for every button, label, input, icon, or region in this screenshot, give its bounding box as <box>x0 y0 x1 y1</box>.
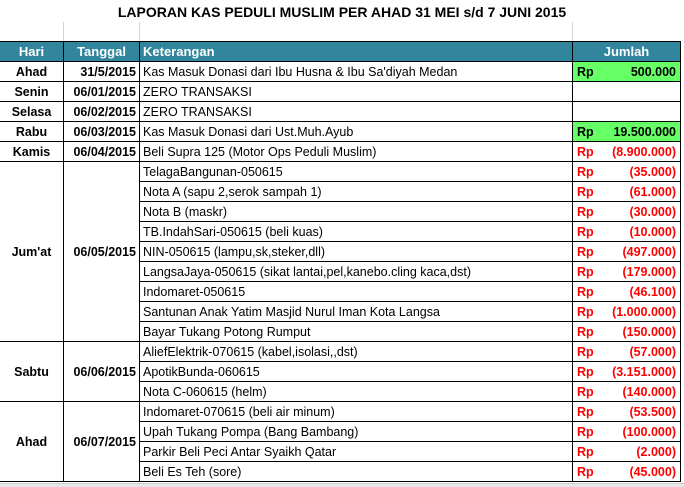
header-jumlah[interactable]: Jumlah <box>573 42 681 62</box>
amount-value: (53.500) <box>629 404 676 419</box>
hari-cell[interactable]: Rabu <box>0 122 64 142</box>
jumlah-cell[interactable] <box>573 122 681 142</box>
jumlah-cell[interactable] <box>573 162 681 182</box>
hari-cell[interactable]: Kamis <box>0 142 64 162</box>
tanggal-cell[interactable]: 06/02/2015 <box>64 102 140 122</box>
tanggal-cell[interactable]: 06/01/2015 <box>64 82 140 102</box>
currency-label: Rp <box>577 424 594 439</box>
tanggal-cell[interactable]: 06/06/2015 <box>64 342 140 402</box>
keterangan-cell[interactable]: Parkir Beli Peci Antar Syaikh Qatar <box>140 442 573 462</box>
keterangan-cell[interactable]: Santunan Anak Yatim Masjid Nurul Iman Kota Langsa <box>140 302 573 322</box>
amount-value: (150.000) <box>622 324 676 339</box>
amount-value: (8.900.000) <box>612 144 676 159</box>
jumlah-cell[interactable] <box>573 322 681 342</box>
table-row <box>0 162 681 182</box>
jumlah-cell[interactable] <box>573 462 681 482</box>
hari-cell[interactable]: Ahad <box>0 402 64 482</box>
jumlah-cell[interactable] <box>573 342 681 362</box>
amount-value: (3.151.000) <box>612 364 676 379</box>
currency-label: Rp <box>577 304 594 319</box>
table-row <box>0 342 681 362</box>
keterangan-cell[interactable]: Nota C-060615 (helm) <box>140 382 573 402</box>
table-row <box>0 82 681 102</box>
jumlah-cell[interactable] <box>573 202 681 222</box>
amount-value: (140.000) <box>622 384 676 399</box>
keterangan-cell[interactable]: TB.IndahSari-050615 (beli kuas) <box>140 222 573 242</box>
amount-value: (46.100) <box>629 284 676 299</box>
amount-value: (497.000) <box>622 244 676 259</box>
tanggal-cell[interactable]: 06/05/2015 <box>64 162 140 342</box>
currency-label: Rp <box>577 464 594 479</box>
keterangan-cell[interactable]: Beli Supra 125 (Motor Ops Peduli Muslim) <box>140 142 573 162</box>
jumlah-cell[interactable] <box>573 102 681 122</box>
currency-label: Rp <box>577 384 594 399</box>
header-hari[interactable]: Hari <box>0 42 64 62</box>
jumlah-cell[interactable] <box>573 422 681 442</box>
currency-label: Rp <box>577 324 594 339</box>
amount-value: (45.000) <box>629 464 676 479</box>
cash-report-table <box>0 41 681 482</box>
keterangan-cell[interactable]: AliefElektrik-070615 (kabel,isolasi,,dst) <box>140 342 573 362</box>
currency-label: Rp <box>577 124 594 139</box>
jumlah-cell[interactable] <box>573 142 681 162</box>
table-row <box>0 402 681 422</box>
keterangan-cell[interactable]: Kas Masuk Donasi dari Ibu Husna & Ibu Sa'diyah Medan <box>140 62 573 82</box>
amount-value: (100.000) <box>622 424 676 439</box>
header-row <box>0 42 681 62</box>
amount-value: (179.000) <box>622 264 676 279</box>
jumlah-cell[interactable] <box>573 242 681 262</box>
horizontal-scrollbar[interactable] <box>0 483 684 487</box>
currency-label: Rp <box>577 244 594 259</box>
table-row <box>0 102 681 122</box>
jumlah-cell[interactable] <box>573 302 681 322</box>
keterangan-cell[interactable]: LangsaJaya-050615 (sikat lantai,pel,kanebo.cling kaca,dst) <box>140 262 573 282</box>
hari-cell[interactable]: Senin <box>0 82 64 102</box>
table-row <box>0 142 681 162</box>
currency-label: Rp <box>577 404 594 419</box>
table-row <box>0 62 681 82</box>
keterangan-cell[interactable]: Kas Masuk Donasi dari Ust.Muh.Ayub <box>140 122 573 142</box>
blank-row <box>0 22 684 42</box>
table-row <box>0 122 681 142</box>
keterangan-cell[interactable]: Upah Tukang Pompa (Bang Bambang) <box>140 422 573 442</box>
currency-label: Rp <box>577 64 594 79</box>
jumlah-cell[interactable] <box>573 262 681 282</box>
currency-label: Rp <box>577 144 594 159</box>
hari-cell[interactable]: Sabtu <box>0 342 64 402</box>
currency-label: Rp <box>577 284 594 299</box>
jumlah-cell[interactable] <box>573 282 681 302</box>
header-tanggal[interactable]: Tanggal <box>64 42 140 62</box>
keterangan-cell[interactable]: Indomaret-050615 <box>140 282 573 302</box>
currency-label: Rp <box>577 224 594 239</box>
jumlah-cell[interactable] <box>573 82 681 102</box>
keterangan-cell[interactable]: Indomaret-070615 (beli air minum) <box>140 402 573 422</box>
amount-value: (61.000) <box>629 184 676 199</box>
report-title: LAPORAN KAS PEDULI MUSLIM PER AHAD 31 MEI s/d 7 JUNI 2015 <box>117 4 567 20</box>
tanggal-cell[interactable]: 06/03/2015 <box>64 122 140 142</box>
currency-label: Rp <box>577 264 594 279</box>
keterangan-cell[interactable]: Beli Es Teh (sore) <box>140 462 573 482</box>
jumlah-cell[interactable] <box>573 362 681 382</box>
keterangan-cell[interactable]: Bayar Tukang Potong Rumput <box>140 322 573 342</box>
jumlah-cell[interactable] <box>573 222 681 242</box>
currency-label: Rp <box>577 364 594 379</box>
currency-label: Rp <box>577 344 594 359</box>
amount-value: (2.000) <box>636 444 676 459</box>
hari-cell[interactable]: Selasa <box>0 102 64 122</box>
currency-label: Rp <box>577 164 594 179</box>
tanggal-cell[interactable]: 06/04/2015 <box>64 142 140 162</box>
jumlah-cell[interactable] <box>573 382 681 402</box>
header-keterangan[interactable]: Keterangan <box>140 42 573 62</box>
amount-value: (57.000) <box>629 344 676 359</box>
tanggal-cell[interactable]: 31/5/2015 <box>64 62 140 82</box>
tanggal-cell[interactable]: 06/07/2015 <box>64 402 140 482</box>
keterangan-cell[interactable]: TelagaBangunan-050615 <box>140 162 573 182</box>
amount-value: (1.000.000) <box>612 304 676 319</box>
keterangan-cell[interactable]: ZERO TRANSAKSI <box>140 102 573 122</box>
amount-value: (35.000) <box>629 164 676 179</box>
keterangan-cell[interactable]: Nota A (sapu 2,serok sampah 1) <box>140 182 573 202</box>
jumlah-cell[interactable] <box>573 402 681 422</box>
keterangan-cell[interactable]: NIN-050615 (lampu,sk,steker,dll) <box>140 242 573 262</box>
jumlah-cell[interactable] <box>573 442 681 462</box>
amount-value: (10.000) <box>629 224 676 239</box>
keterangan-cell[interactable]: ApotikBunda-060615 <box>140 362 573 382</box>
keterangan-cell[interactable]: Nota B (maskr) <box>140 202 573 222</box>
hari-cell[interactable]: Ahad <box>0 62 64 82</box>
keterangan-cell[interactable]: ZERO TRANSAKSI <box>140 82 573 102</box>
jumlah-cell[interactable] <box>573 62 681 82</box>
currency-label: Rp <box>577 444 594 459</box>
jumlah-cell[interactable] <box>573 182 681 202</box>
hari-cell[interactable]: Jum'at <box>0 162 64 342</box>
currency-label: Rp <box>577 204 594 219</box>
amount-value: (30.000) <box>629 204 676 219</box>
amount-value: 500.000 <box>630 64 676 79</box>
amount-value: 19.500.000 <box>613 124 676 139</box>
table-body <box>0 62 681 482</box>
currency-label: Rp <box>577 184 594 199</box>
